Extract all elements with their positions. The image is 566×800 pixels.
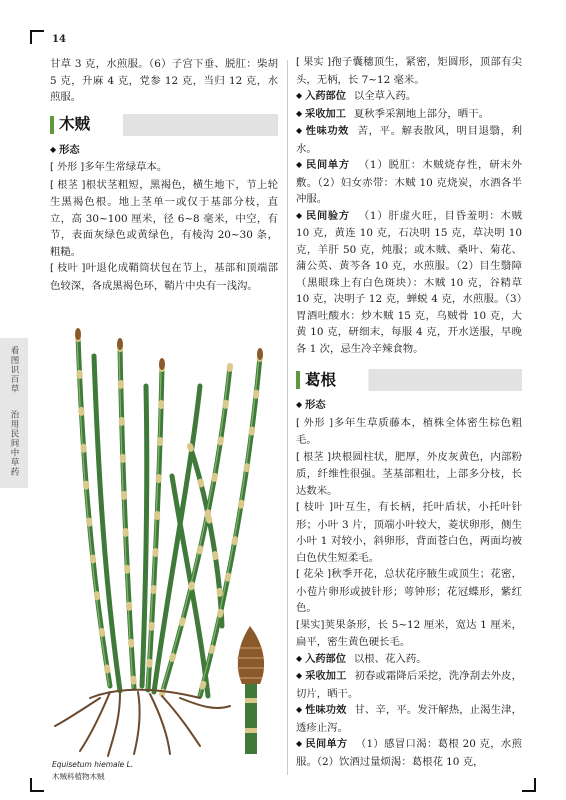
- herb-heading-muzei: [50, 114, 278, 136]
- field-item: ◆ 民间验方 （1）肝虚火旺，目昏羞明：木贼 10 克，黄连 10 克，石决明 15 克，草决明 10 克，羊肝 50 克，炖服；或木贼、桑叶、菊花、蒲公英、黄芩各 10 克，水煎服。（2）目生翳障（黑眼珠上有白色斑块）：木贼 10 克，谷精草 10 克，决明子 12 克，蝉蜕 4 克，水煎服。（3）胃酒吐酸水：炒木贼 15 克，乌贼骨 10 克，大黄 10 克，研细末，每服 4 克，开水送服，早晚各 1 次，忌生冷辛辣食物。: [296, 209, 523, 355]
- crop-mark-bottom-left: [30, 778, 44, 792]
- field-item: ◆ 采收加工 初春或霜降后采挖，洗净刮去外皮，切片，晒干。: [296, 670, 523, 700]
- crop-mark-bottom-right: [522, 778, 536, 792]
- morphology-label: ◆ 形态: [296, 397, 522, 415]
- field-item: ◆ 民间单方 （1）感冒口渴：葛根 20 克，水煎服。（2）饮酒过量烦渴：葛根花 10 克，: [296, 738, 523, 768]
- diamond-bullet-icon: ◆: [296, 671, 303, 680]
- fruit-item: [ 果实 ]孢子囊穗顶生，紧密，矩圆形，顶部有尖头，无柄，长 7~12 毫米。: [296, 56, 523, 86]
- heading-accent-bar: [296, 371, 300, 389]
- diamond-bullet-icon: ◆: [50, 144, 57, 154]
- column-divider: [287, 60, 288, 775]
- field-item: ◆ 入药部位 以全草入药。: [296, 88, 522, 106]
- left-column: [50, 56, 278, 294]
- morph-item: [ 枝叶 ]叶互生，有长柄，托叶盾状，小托叶针形；小叶 3 片，顶端小叶较大，菱状卵形，侧生小叶 1 对较小，斜卵形，背面苍白色，两面均被白色伏生短柔毛。: [296, 501, 522, 564]
- morph-item: [果实]荚果条形，长 5~12 厘米，宽达 1 厘米，扁平，密生黄色硬长毛。: [296, 618, 522, 648]
- field-item: ◆ 性味功效 甘、辛，平。发汗解热，止渴生津，透疹止泻。: [296, 704, 523, 734]
- illustration-caption-latin: Equisetum hiemale L.: [52, 760, 134, 769]
- diamond-bullet-icon: ◆: [296, 126, 303, 135]
- morph-item: [ 枝叶 ]叶退化成鞘筒状包在节上，基部和顶端部色较深，各成黑褐色环，鞘片中央有一浅沟。: [50, 262, 278, 292]
- side-tab: [0, 338, 28, 488]
- morphology-label: ◆ 形态: [50, 142, 278, 160]
- diamond-bullet-icon: ◆: [296, 705, 303, 714]
- illustration-caption: 木贼科植物木贼: [52, 772, 105, 781]
- morph-item: [ 外形 ]多年生常绿草本。: [50, 161, 168, 173]
- herb-heading-gegen: [296, 369, 522, 391]
- diamond-bullet-icon: ◆: [296, 739, 303, 748]
- field-item: ◆ 民间单方 （1）脱肛：木贼烧存性，研末外敷。（2）妇女赤带：木贼 10 克烧炭，水酒各半冲服。: [296, 159, 523, 205]
- morph-item: [ 根茎 ]根状茎粗短，黑褐色，横生地下，节上轮生黑褐色根。地上茎单一或仅于基部分枝，直立，高 30~100 厘米，径 6~8 毫米，中空，有节，表面灰绿色或黄绿色，有棱沟 20~30 条，粗糙。: [50, 178, 278, 258]
- page-number: 14: [52, 34, 66, 45]
- herb-title: 葛根: [305, 372, 344, 389]
- field-item: ◆ 采收加工 夏秋季采割地上部分，晒干。: [296, 106, 522, 124]
- intro-paragraph: 甘草 3 克，水煎服。（6）子宫下垂、脱肛：柴胡 5 克，升麻 4 克，党参 12 克，当归 12 克，水煎服。: [50, 58, 278, 103]
- side-tab-volume: 治用民间中草药: [9, 409, 19, 476]
- field-item: ◆ 性味功效 苦，平。解表散风，明目退翳，利水。: [296, 125, 523, 155]
- side-tab-series: 看图识百草: [9, 346, 19, 394]
- diamond-bullet-icon: ◆: [296, 653, 303, 663]
- right-column: [296, 54, 522, 770]
- field-item: ◆ 入药部位 以根、花入药。: [296, 651, 522, 669]
- rhizome-roots: [55, 690, 230, 756]
- diamond-bullet-icon: ◆: [296, 91, 303, 100]
- herb-title: 木贼: [59, 116, 98, 133]
- cone-detail: [237, 626, 264, 754]
- horsetail-illustration: [50, 326, 278, 758]
- morph-item: [ 花朵 ]秋季开花，总状花序腋生或顶生；花密，小苞片卵形或披针形；萼钟形；花冠蝶形，紫红色。: [296, 568, 523, 614]
- diamond-bullet-icon: ◆: [296, 160, 303, 169]
- spore-cones: [75, 328, 263, 370]
- diamond-bullet-icon: ◆: [296, 400, 303, 409]
- heading-accent-bar: [50, 116, 54, 134]
- plant-stems: [77, 336, 260, 696]
- diamond-bullet-icon: ◆: [296, 210, 303, 220]
- morph-item: [ 根茎 ]块根圆柱状，肥厚，外皮灰黄色，内部粉质，纤维性很强。茎基部粗壮，上部多分枝，长达数米。: [296, 450, 523, 497]
- crop-mark-top-left: [30, 30, 44, 44]
- morph-item: [ 外形 ]多年生草质藤本，植株全体密生棕色粗毛。: [296, 416, 522, 446]
- diamond-bullet-icon: ◆: [296, 108, 303, 118]
